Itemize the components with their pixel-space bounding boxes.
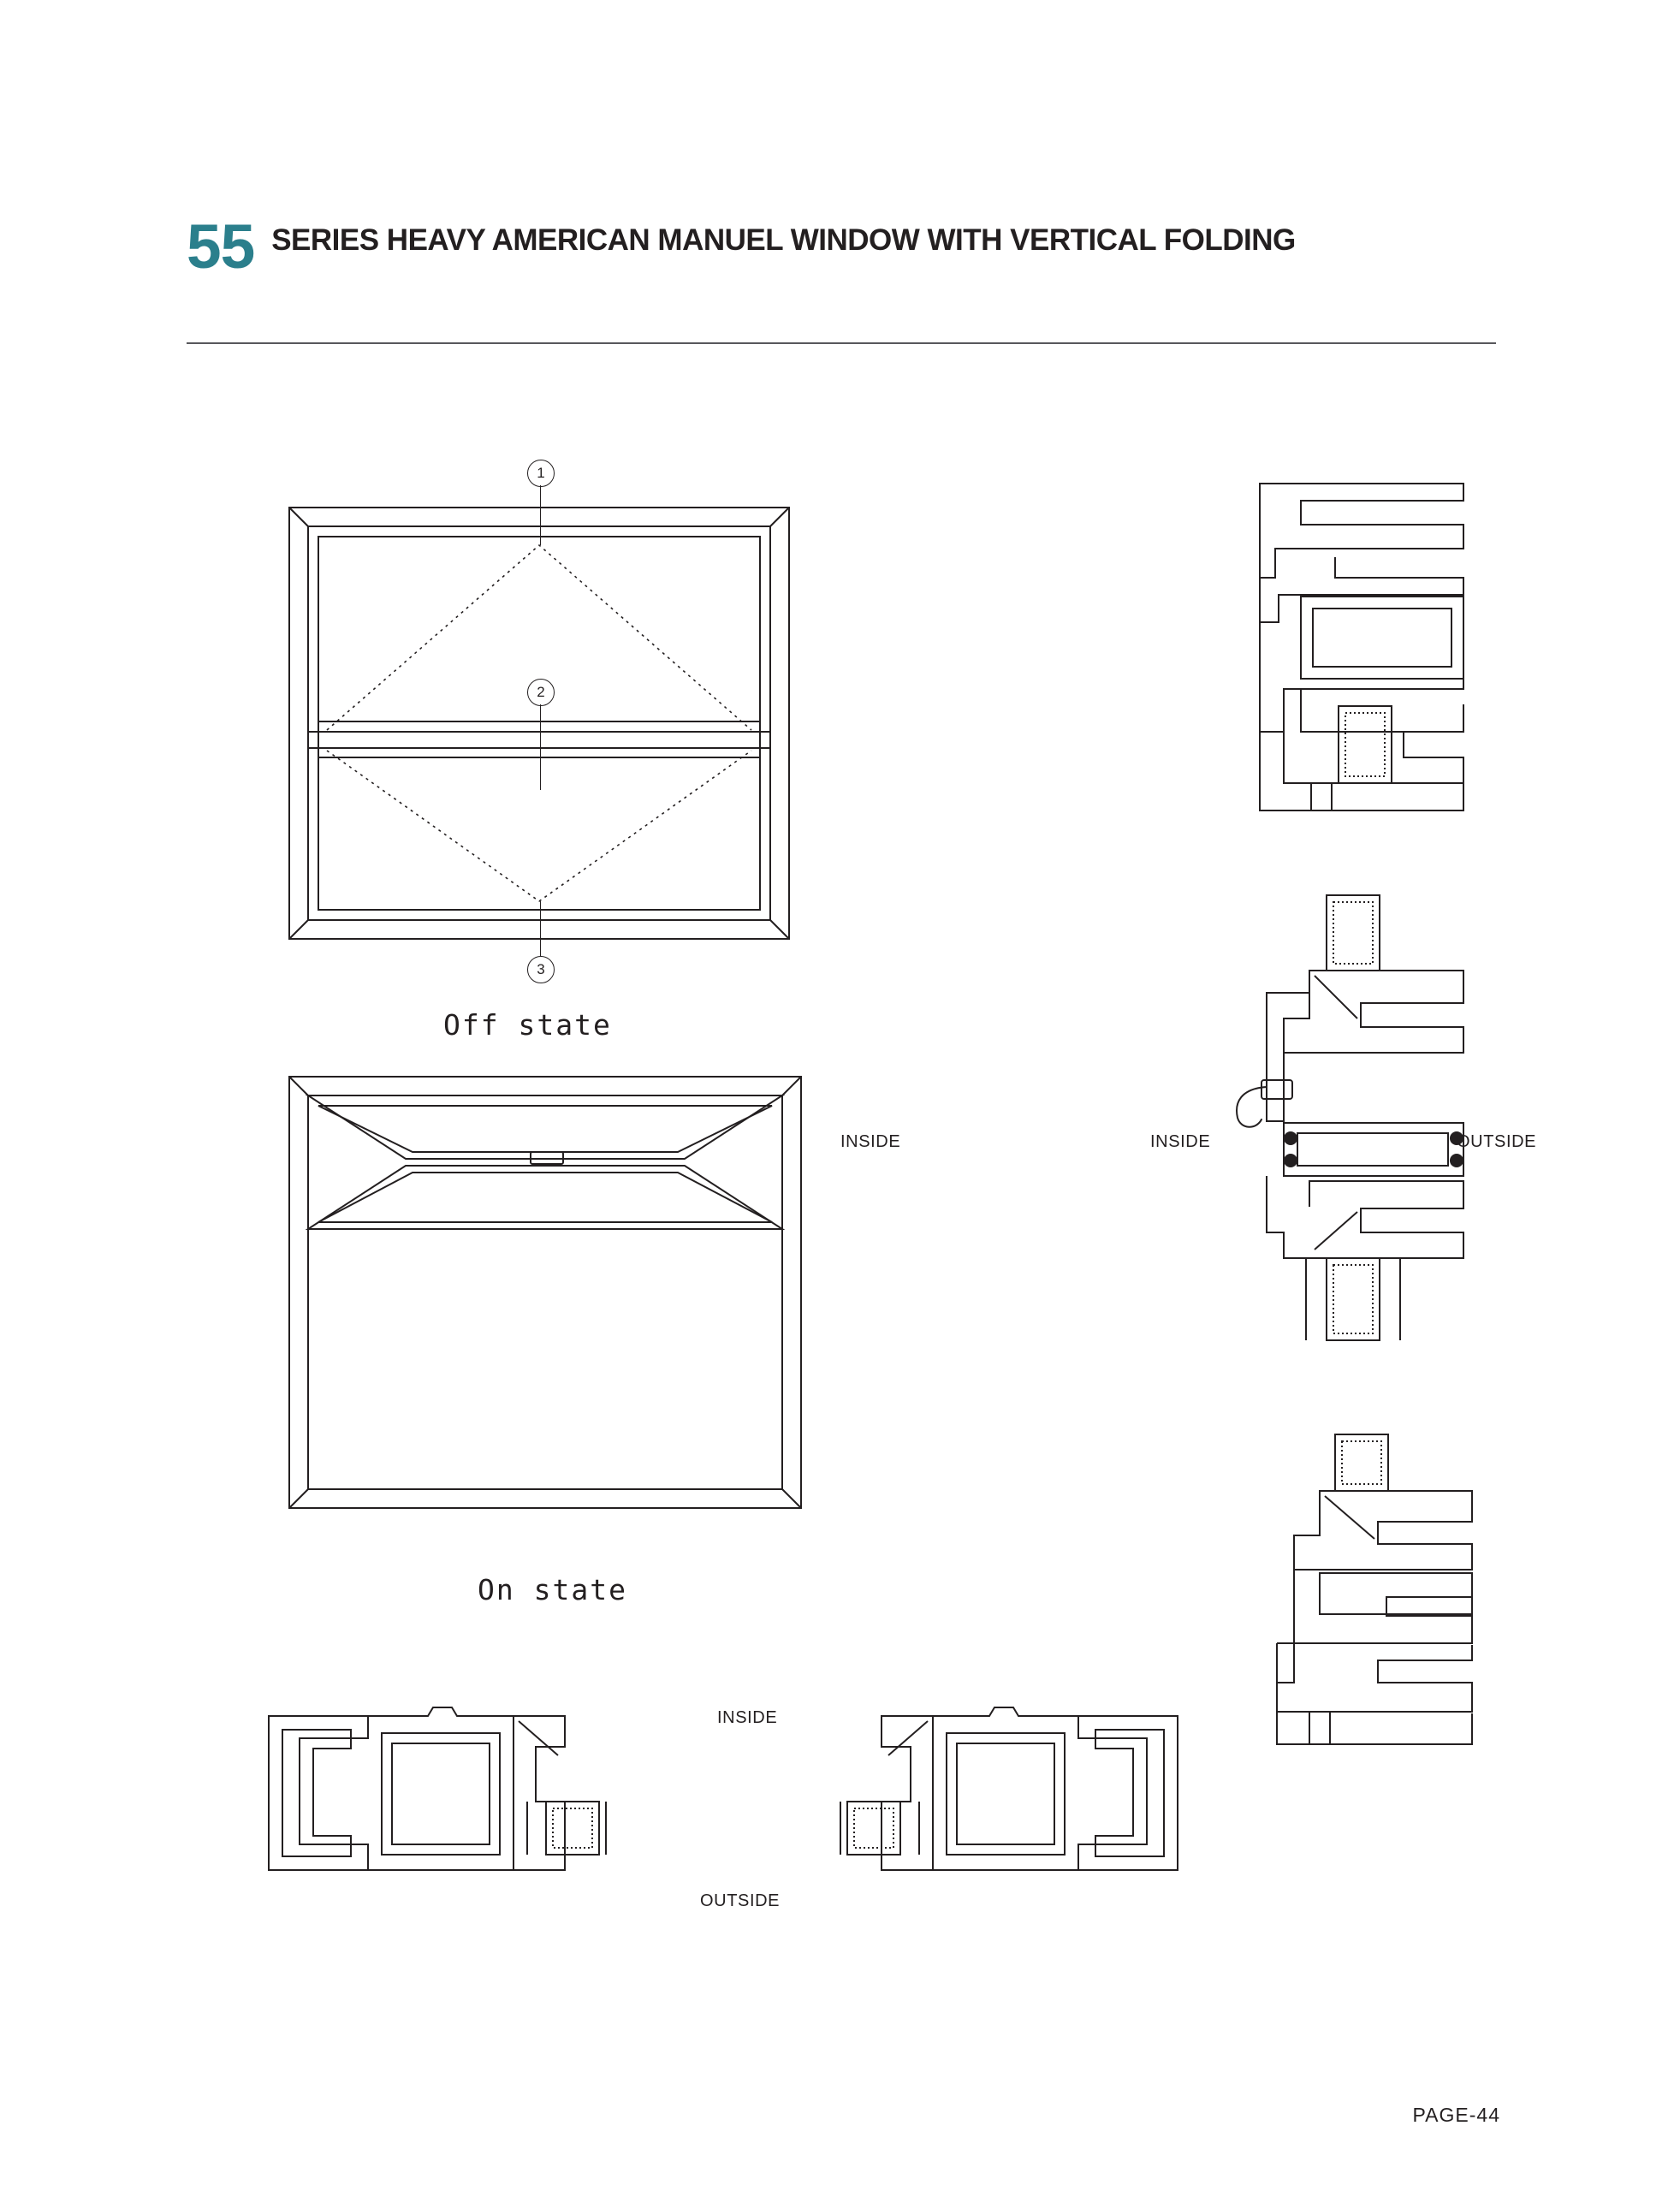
label-outside-bottom: OUTSIDE bbox=[700, 1891, 781, 1910]
callout-3-leader bbox=[540, 901, 542, 956]
header-divider bbox=[187, 342, 1496, 344]
label-outside-section: OUTSIDE bbox=[1457, 1132, 1537, 1151]
section-profile-jamb-left bbox=[257, 1699, 616, 1887]
callout-1: 1 bbox=[527, 460, 555, 487]
on-state-elevation bbox=[282, 1070, 808, 1515]
callout-2-leader bbox=[540, 704, 542, 790]
section-profile-sill bbox=[1258, 1429, 1532, 1755]
callout-1-leader bbox=[540, 485, 542, 545]
label-inside-section: INSIDE bbox=[1150, 1132, 1211, 1151]
page-header bbox=[187, 212, 1496, 282]
label-inside-bottom: INSIDE bbox=[717, 1708, 778, 1727]
callout-2: 2 bbox=[527, 679, 555, 706]
section-profile-head bbox=[1250, 475, 1523, 834]
on-state-caption: On state bbox=[478, 1573, 627, 1606]
series-number: 55 bbox=[187, 212, 255, 282]
label-inside-elevation: INSIDE bbox=[840, 1132, 901, 1151]
page-number: PAGE-44 bbox=[1412, 2104, 1500, 2126]
page-title: SERIES HEAVY AMERICAN MANUEL WINDOW WITH VERTICAL FOLDING bbox=[271, 223, 1296, 257]
section-profile-jamb-right bbox=[830, 1699, 1190, 1887]
callout-3: 3 bbox=[527, 956, 555, 983]
on-state-drawing bbox=[282, 1070, 808, 1515]
off-state-caption: Off state bbox=[443, 1008, 612, 1042]
